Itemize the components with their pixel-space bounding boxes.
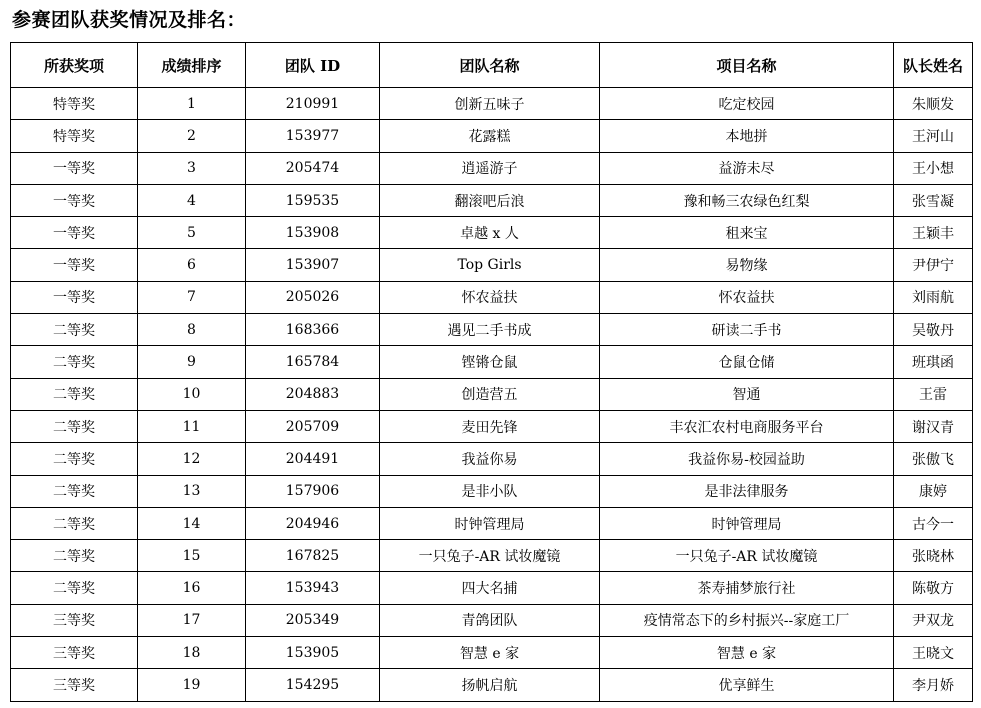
- captain-name-cell: 吴敬丹: [894, 314, 973, 346]
- table-row: [11, 184, 973, 216]
- team-id-cell: 205026: [246, 281, 380, 313]
- table-row: [11, 346, 973, 378]
- table-row: [11, 572, 973, 604]
- rank-cell: 1: [138, 88, 246, 120]
- captain-name-cell: 王颖丰: [894, 217, 973, 249]
- rank-cell: 7: [138, 281, 246, 313]
- header-captain-name: 队长姓名: [894, 43, 973, 88]
- award-cell: 特等奖: [11, 88, 138, 120]
- rank-cell: 14: [138, 507, 246, 539]
- table-row: [11, 475, 973, 507]
- rank-cell: 19: [138, 669, 246, 701]
- team-name-cell: 一只兔子-AR 试妆魔镜: [380, 540, 600, 572]
- project-name-cell: 吃定校园: [600, 88, 894, 120]
- team-name-cell: 麦田先锋: [380, 410, 600, 442]
- team-name-cell: 是非小队: [380, 475, 600, 507]
- team-id-cell: 153907: [246, 249, 380, 281]
- award-cell: 二等奖: [11, 378, 138, 410]
- project-name-cell: 研读二手书: [600, 314, 894, 346]
- team-id-cell: 210991: [246, 88, 380, 120]
- award-cell: 三等奖: [11, 669, 138, 701]
- table-row: [11, 217, 973, 249]
- award-cell: 一等奖: [11, 152, 138, 184]
- team-id-cell: 165784: [246, 346, 380, 378]
- project-name-cell: 智通: [600, 378, 894, 410]
- project-name-cell: 疫情常态下的乡村振兴--家庭工厂: [600, 604, 894, 636]
- table-row: [11, 88, 973, 120]
- award-cell: 二等奖: [11, 540, 138, 572]
- award-cell: 二等奖: [11, 572, 138, 604]
- team-name-cell: 青鸽团队: [380, 604, 600, 636]
- table-row: [11, 281, 973, 313]
- page-heading: 参赛团队获奖情况及排名：: [12, 9, 247, 31]
- rank-cell: 6: [138, 249, 246, 281]
- captain-name-cell: 王小想: [894, 152, 973, 184]
- table-row: [11, 507, 973, 539]
- award-cell: 一等奖: [11, 184, 138, 216]
- rank-cell: 17: [138, 604, 246, 636]
- team-id-cell: 157906: [246, 475, 380, 507]
- award-cell: 二等奖: [11, 346, 138, 378]
- captain-name-cell: 李月娇: [894, 669, 973, 701]
- team-id-cell: 153977: [246, 120, 380, 152]
- project-name-cell: 茶寿捕梦旅行社: [600, 572, 894, 604]
- team-name-cell: 翻滚吧后浪: [380, 184, 600, 216]
- header-project-name: 项目名称: [600, 43, 894, 88]
- team-name-cell: 智慧 e 家: [380, 637, 600, 669]
- team-id-cell: 153905: [246, 637, 380, 669]
- captain-name-cell: 张雪凝: [894, 184, 973, 216]
- captain-name-cell: 谢汉青: [894, 410, 973, 442]
- rank-cell: 10: [138, 378, 246, 410]
- team-id-cell: 204946: [246, 507, 380, 539]
- award-cell: 二等奖: [11, 410, 138, 442]
- captain-name-cell: 王晓文: [894, 637, 973, 669]
- team-name-cell: 卓越 x 人: [380, 217, 600, 249]
- team-name-cell: Top Girls: [380, 249, 600, 281]
- team-name-cell: 我益你易: [380, 443, 600, 475]
- team-name-cell: 创新五味子: [380, 88, 600, 120]
- team-id-cell: 153943: [246, 572, 380, 604]
- project-name-cell: 丰农汇农村电商服务平台: [600, 410, 894, 442]
- rank-cell: 18: [138, 637, 246, 669]
- rank-cell: 9: [138, 346, 246, 378]
- team-name-cell: 创造营五: [380, 378, 600, 410]
- award-cell: 一等奖: [11, 249, 138, 281]
- team-name-cell: 遇见二手书成: [380, 314, 600, 346]
- captain-name-cell: 王河山: [894, 120, 973, 152]
- table-row: [11, 314, 973, 346]
- table-row: [11, 249, 973, 281]
- table-header-row: [11, 43, 973, 88]
- rank-cell: 2: [138, 120, 246, 152]
- captain-name-cell: 王雷: [894, 378, 973, 410]
- team-id-cell: 205474: [246, 152, 380, 184]
- team-name-cell: 花露糕: [380, 120, 600, 152]
- team-name-cell: 四大名捕: [380, 572, 600, 604]
- team-id-cell: 153908: [246, 217, 380, 249]
- captain-name-cell: 陈敬方: [894, 572, 973, 604]
- captain-name-cell: 康婷: [894, 475, 973, 507]
- team-name-cell: 怀农益扶: [380, 281, 600, 313]
- project-name-cell: 易物缘: [600, 249, 894, 281]
- team-name-cell: 扬帆启航: [380, 669, 600, 701]
- header-team-id: 团队 ID: [246, 43, 380, 88]
- table-row: [11, 410, 973, 442]
- header-team-name: 团队名称: [380, 43, 600, 88]
- team-name-cell: 逍遥游子: [380, 152, 600, 184]
- project-name-cell: 仓鼠仓储: [600, 346, 894, 378]
- team-id-cell: 167825: [246, 540, 380, 572]
- captain-name-cell: 朱顺发: [894, 88, 973, 120]
- project-name-cell: 智慧 e 家: [600, 637, 894, 669]
- team-id-cell: 159535: [246, 184, 380, 216]
- captain-name-cell: 刘雨航: [894, 281, 973, 313]
- project-name-cell: 我益你易-校园益助: [600, 443, 894, 475]
- team-id-cell: 205349: [246, 604, 380, 636]
- award-cell: 特等奖: [11, 120, 138, 152]
- rank-cell: 8: [138, 314, 246, 346]
- captain-name-cell: 古今一: [894, 507, 973, 539]
- award-cell: 二等奖: [11, 475, 138, 507]
- rank-cell: 12: [138, 443, 246, 475]
- award-cell: 一等奖: [11, 281, 138, 313]
- award-cell: 三等奖: [11, 637, 138, 669]
- project-name-cell: 豫和畅三农绿色红梨: [600, 184, 894, 216]
- project-name-cell: 是非法律服务: [600, 475, 894, 507]
- award-cell: 二等奖: [11, 507, 138, 539]
- table-row: [11, 637, 973, 669]
- rank-cell: 5: [138, 217, 246, 249]
- rank-cell: 3: [138, 152, 246, 184]
- captain-name-cell: 张晓林: [894, 540, 973, 572]
- table-row: [11, 443, 973, 475]
- project-name-cell: 租来宝: [600, 217, 894, 249]
- award-cell: 一等奖: [11, 217, 138, 249]
- table-row: [11, 378, 973, 410]
- captain-name-cell: 班琪函: [894, 346, 973, 378]
- award-cell: 三等奖: [11, 604, 138, 636]
- team-id-cell: 205709: [246, 410, 380, 442]
- award-cell: 二等奖: [11, 314, 138, 346]
- table-row: [11, 604, 973, 636]
- header-award: 所获奖项: [11, 43, 138, 88]
- team-name-cell: 铿锵仓鼠: [380, 346, 600, 378]
- team-id-cell: 168366: [246, 314, 380, 346]
- project-name-cell: 时钟管理局: [600, 507, 894, 539]
- award-cell: 二等奖: [11, 443, 138, 475]
- awards-table: [10, 42, 973, 702]
- team-id-cell: 154295: [246, 669, 380, 701]
- team-id-cell: 204491: [246, 443, 380, 475]
- rank-cell: 11: [138, 410, 246, 442]
- header-rank: 成绩排序: [138, 43, 246, 88]
- rank-cell: 4: [138, 184, 246, 216]
- captain-name-cell: 张傲飞: [894, 443, 973, 475]
- project-name-cell: 本地拼: [600, 120, 894, 152]
- project-name-cell: 益游未尽: [600, 152, 894, 184]
- table-row: [11, 669, 973, 701]
- project-name-cell: 一只兔子-AR 试妆魔镜: [600, 540, 894, 572]
- captain-name-cell: 尹伊宁: [894, 249, 973, 281]
- rank-cell: 16: [138, 572, 246, 604]
- table-row: [11, 152, 973, 184]
- team-name-cell: 时钟管理局: [380, 507, 600, 539]
- captain-name-cell: 尹双龙: [894, 604, 973, 636]
- project-name-cell: 优享鲜生: [600, 669, 894, 701]
- project-name-cell: 怀农益扶: [600, 281, 894, 313]
- rank-cell: 15: [138, 540, 246, 572]
- table-row: [11, 120, 973, 152]
- team-id-cell: 204883: [246, 378, 380, 410]
- rank-cell: 13: [138, 475, 246, 507]
- table-row: [11, 540, 973, 572]
